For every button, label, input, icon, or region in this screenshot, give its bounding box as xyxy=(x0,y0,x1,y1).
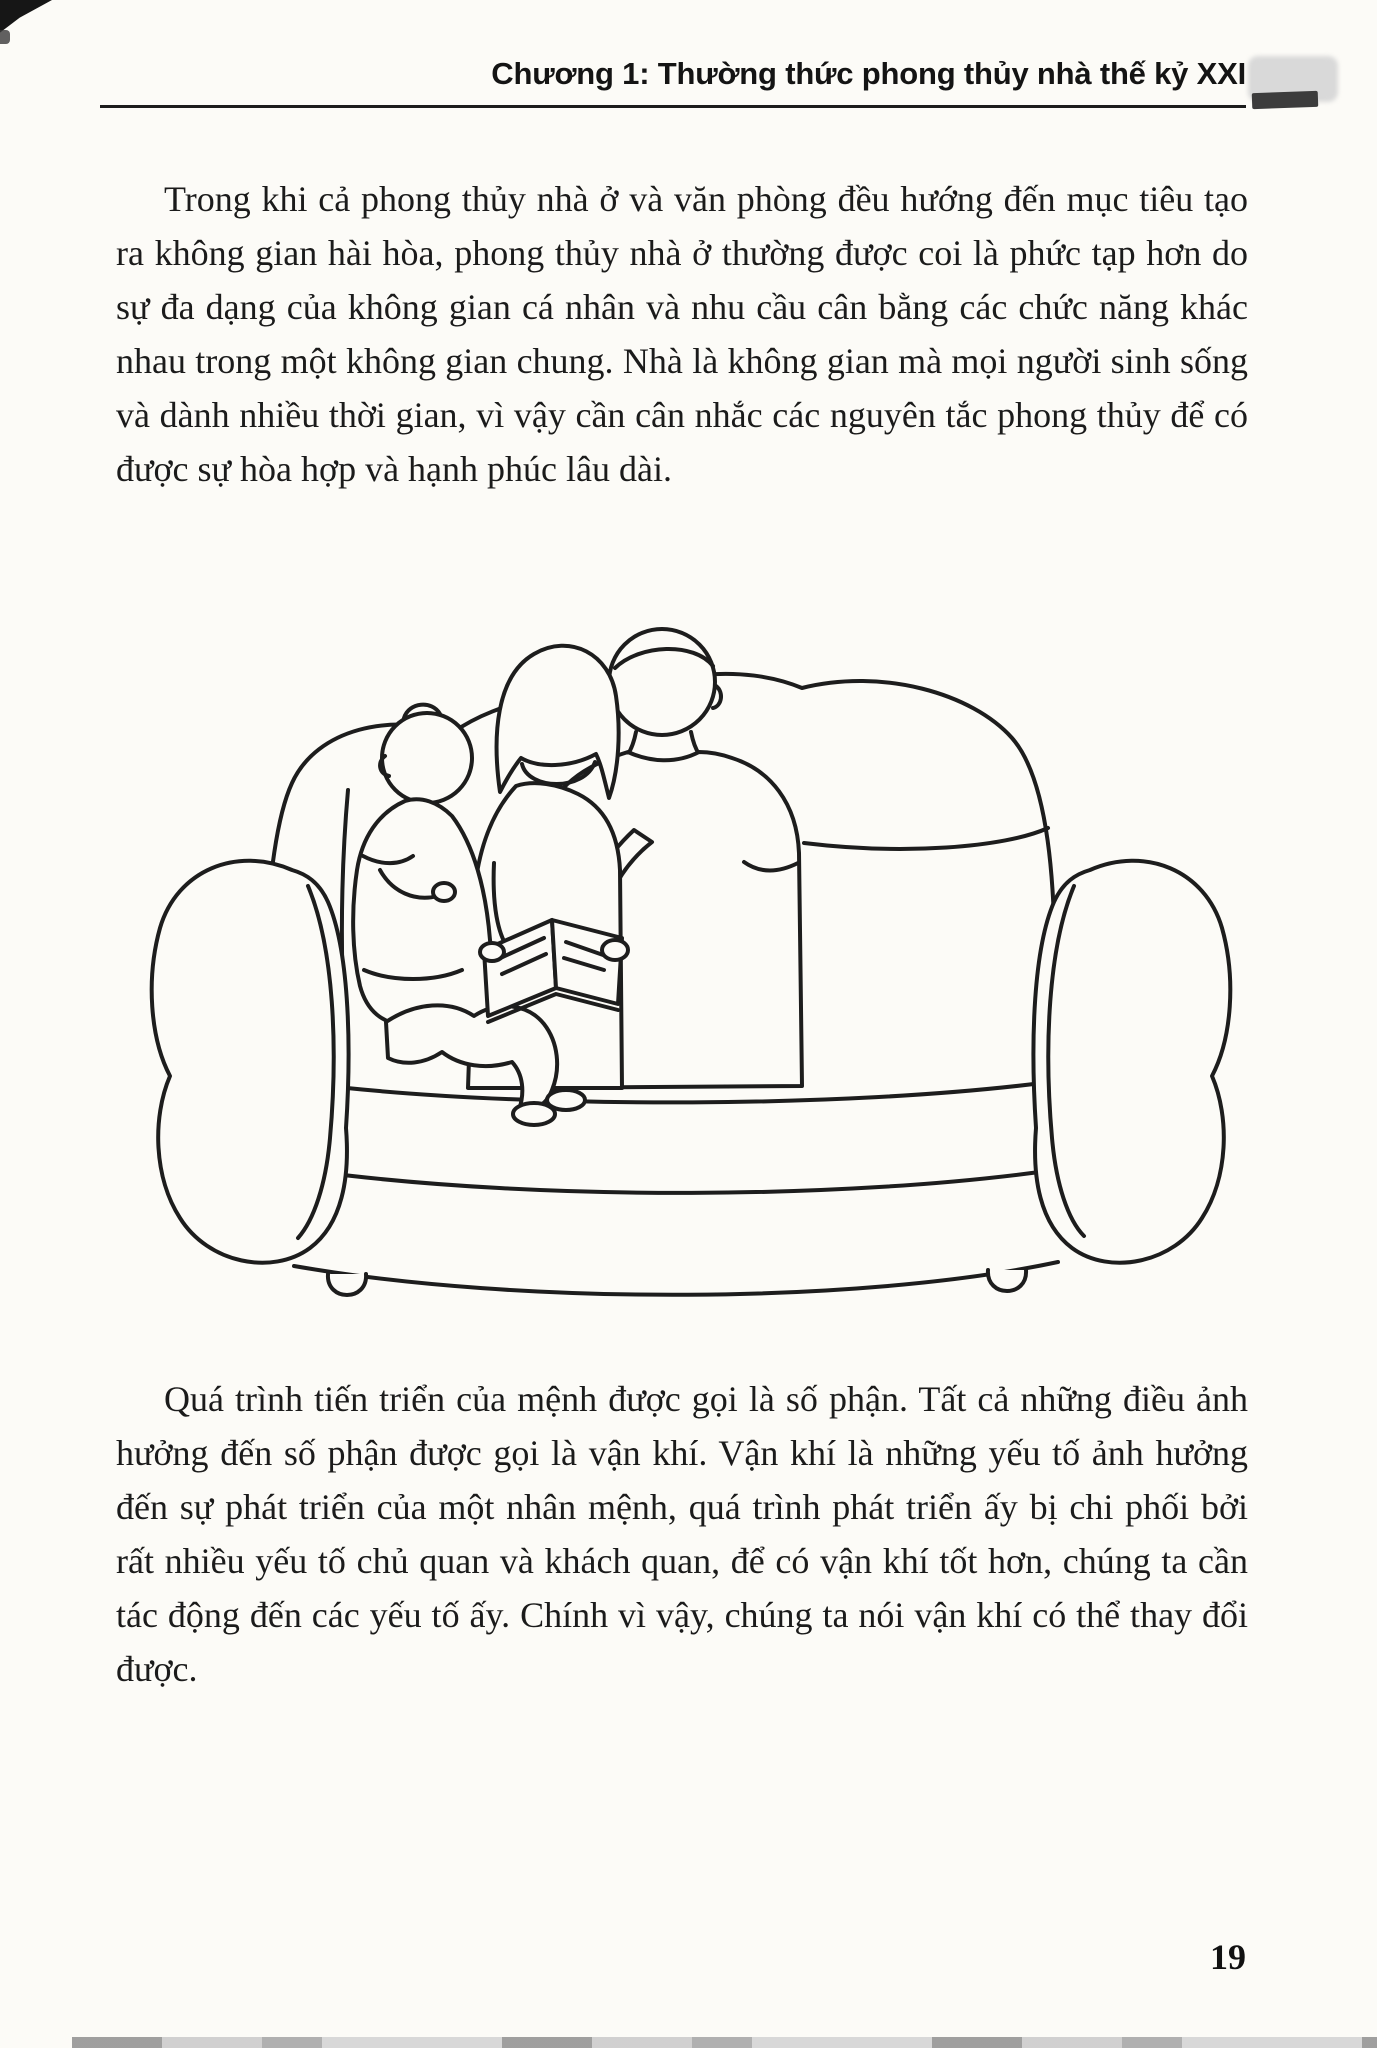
scan-artifact-smudge xyxy=(1248,56,1338,102)
scan-artifact-smudge-dark xyxy=(1252,91,1319,109)
scan-artifact-corner xyxy=(0,0,52,34)
page-number: 19 xyxy=(1210,1937,1246,1977)
header-rule xyxy=(100,105,1246,108)
paragraph-1: Trong khi cả phong thủy nhà ở và văn phòng đều hướng đến mục tiêu tạo ra không gian hài hòa, phong thủy nhà ở thường được coi là phức tạp hơn do sự đa dạng của không gian cá nhân và nhu cầu cân bằng các chức năng khác nhau trong một không gian chung. Nhà là không gian mà mọi người sinh sống và dành nhiều thời gian, vì vậy cần cân nhắc các nguyên tắc phong thủy để có được sự hòa hợp và hạnh phúc lâu dài. xyxy=(116,179,1248,489)
family-sofa-line-art xyxy=(142,618,1242,1318)
scan-artifact-edge xyxy=(0,30,10,44)
paragraph-2: Quá trình tiến triển của mệnh được gọi là số phận. Tất cả những điều ảnh hưởng đến số phận được gọi là vận khí. Vận khí là những yếu tố ảnh hưởng đến sự phát triển của một nhân mệnh, quá trình phát triển ấy bị chi phối bởi rất nhiều yếu tố chủ quan và khách quan, để có vận khí tốt hơn, chúng ta cần tác động đến các yếu tố ấy. Chính vì vậy, chúng ta nói vận khí có thể thay đổi được. xyxy=(116,1379,1248,1689)
mother-hand xyxy=(480,943,504,961)
chapter-header-title: Chương 1: Thường thức phong thủy nhà thế kỷ XXI xyxy=(491,56,1246,91)
family-sofa-illustration xyxy=(142,618,1242,1318)
scan-artifact-bottom-edge xyxy=(72,2037,1377,2048)
father-hand xyxy=(602,940,628,960)
